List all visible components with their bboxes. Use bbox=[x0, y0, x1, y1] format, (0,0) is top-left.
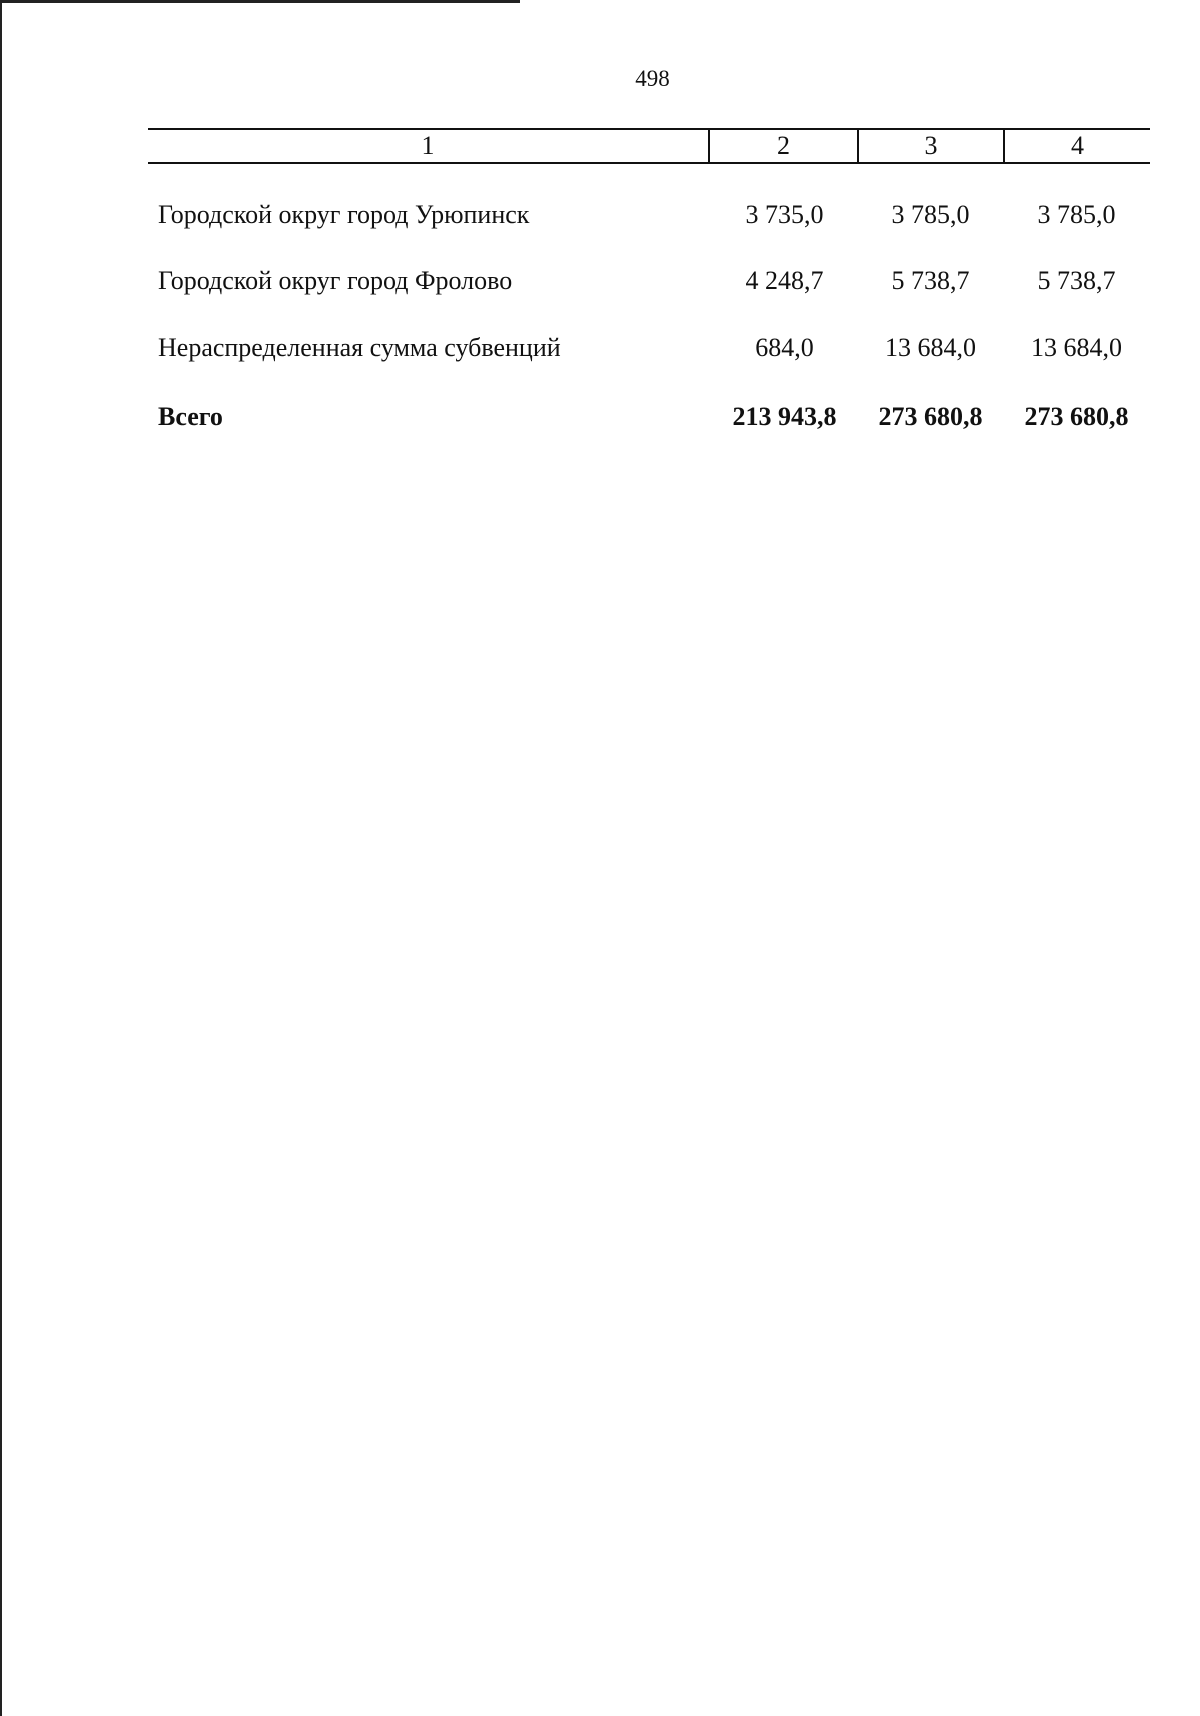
row-label: Городской округ город Урюпинск bbox=[158, 200, 530, 229]
table-row bbox=[0, 333, 1200, 373]
table-header bbox=[148, 128, 1150, 163]
scan-edge-left bbox=[0, 0, 2, 1716]
row-value-col3: 5 738,7 bbox=[891, 266, 970, 295]
row-value-col2: 684,0 bbox=[755, 333, 814, 362]
page-number: 498 bbox=[635, 66, 670, 91]
row-label: Городской округ город Фролово bbox=[158, 266, 513, 295]
column-header-3: 3 bbox=[924, 131, 938, 160]
scan-edge-top bbox=[0, 0, 520, 3]
column-header-4: 4 bbox=[1071, 131, 1084, 160]
total-value-col4: 273 680,8 bbox=[1024, 402, 1129, 431]
row-value-col3: 3 785,0 bbox=[891, 200, 970, 229]
row-value-col4: 3 785,0 bbox=[1037, 200, 1116, 229]
column-header-1: 1 bbox=[421, 131, 435, 160]
row-value-col4: 13 684,0 bbox=[1031, 333, 1122, 362]
row-value-col3: 13 684,0 bbox=[885, 333, 976, 362]
table-total-row bbox=[0, 402, 1200, 442]
row-label: Нераспределенная сумма субвенций bbox=[158, 333, 561, 362]
row-value-col4: 5 738,7 bbox=[1037, 266, 1116, 295]
table-row bbox=[0, 266, 1200, 306]
column-header-2: 2 bbox=[777, 131, 790, 160]
total-value-col2: 213 943,8 bbox=[732, 402, 837, 431]
row-value-col2: 4 248,7 bbox=[745, 266, 824, 295]
total-label: Всего bbox=[158, 402, 223, 431]
table-row bbox=[0, 200, 1200, 240]
total-value-col3: 273 680,8 bbox=[878, 402, 983, 431]
row-value-col2: 3 735,0 bbox=[745, 200, 824, 229]
